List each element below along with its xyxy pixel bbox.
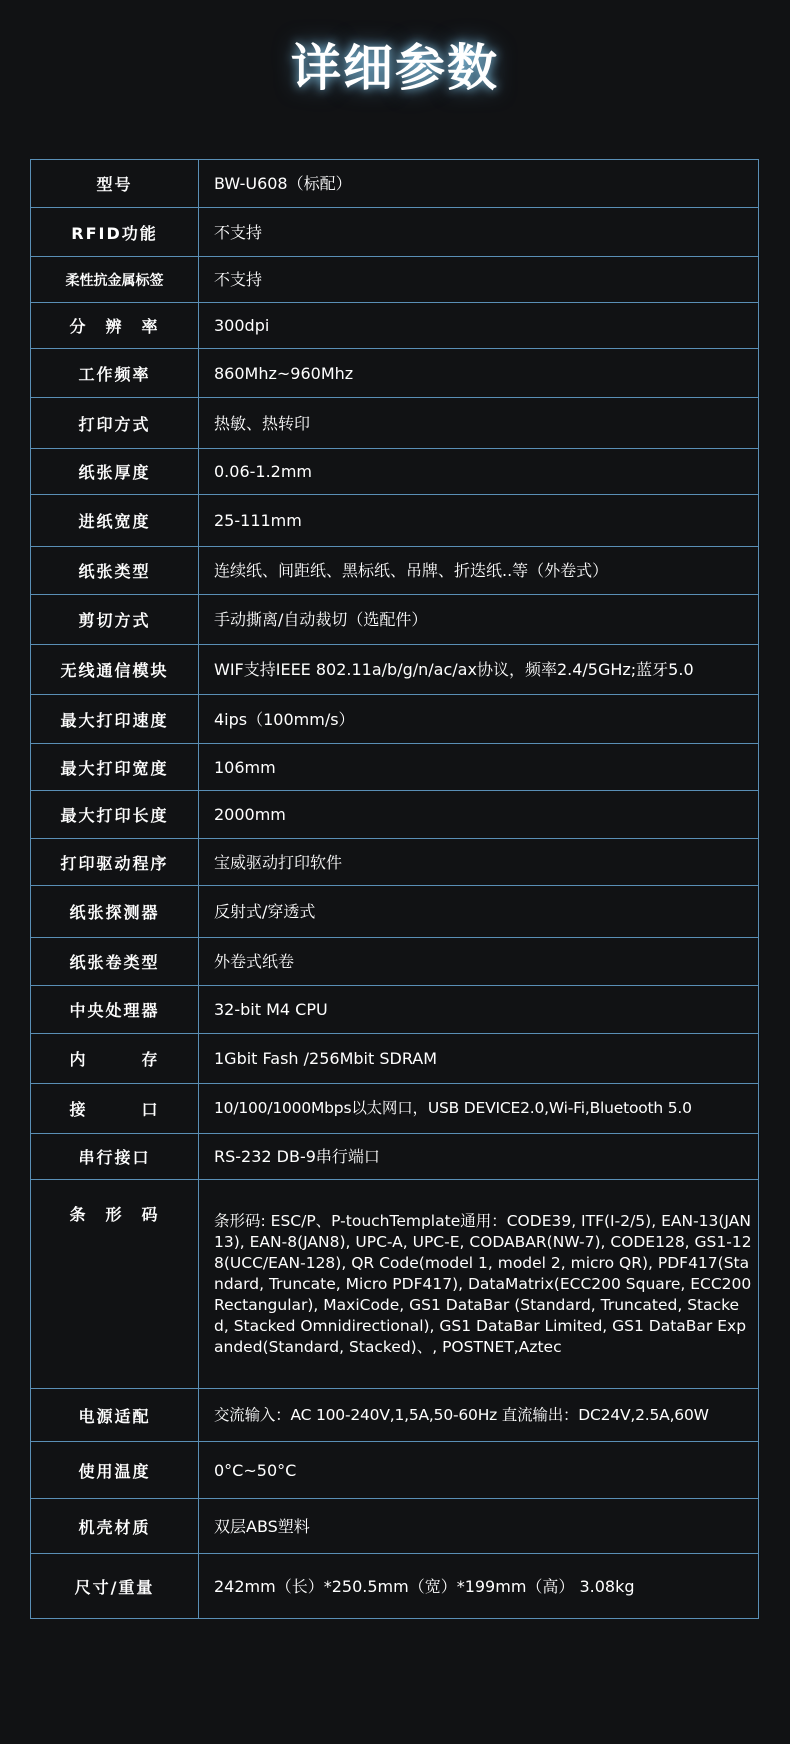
spec-value: 不支持 [199,257,759,303]
spec-label: 机壳材质 [31,1499,199,1554]
spec-label: 条 形 码 [31,1180,199,1389]
spec-row-frequency [31,349,759,398]
spec-label: 最大打印长度 [31,791,199,839]
spec-label: 打印方式 [31,398,199,449]
spec-label: 柔性抗金属标签 [31,257,199,303]
page-title: 详细参数 [291,39,499,97]
spec-row-barcode [31,1180,759,1389]
spec-value: 860Mhz~960Mhz [199,349,759,398]
spec-value: 热敏、热转印 [199,398,759,449]
spec-row-cutting [31,595,759,645]
spec-value: 106mm [199,744,759,791]
spec-label: 使用温度 [31,1442,199,1499]
spec-label: 纸张厚度 [31,449,199,495]
spec-value: 0°C~50°C [199,1442,759,1499]
spec-label: 型号 [31,160,199,208]
spec-value: 条形码: ESC/P、P-touchTemplate通用：CODE39, ITF(I-2/5), EAN-13(JAN13), EAN-8(JAN8), UPC-A, UPC-E, CODABAR(NW-7), CODE128, GS1-128(UCC/EAN-128), QR Code(model 1, model 2, micro QR), PDF417(Standard, Truncate, Micro PDF417), DataMatrix(ECC200 Square, ECC200 Rectangular), MaxiCode, GS1 DataBar (Standard, Truncated, Stacked, Stacked Omnidirectional), GS1 DataBar Limited, GS1 DataBar Expanded(Standard, Stacked)、, POSTNET,Aztec [199,1180,759,1389]
spec-row-feed-width [31,495,759,547]
spec-label: 打印驱动程序 [31,839,199,886]
spec-label: 剪切方式 [31,595,199,645]
spec-row-max-speed [31,695,759,744]
spec-value: 不支持 [199,208,759,257]
spec-value: 外卷式纸卷 [199,938,759,986]
spec-row-paper-type [31,547,759,595]
spec-row-memory [31,1034,759,1084]
spec-value: 0.06-1.2mm [199,449,759,495]
spec-row-size-weight [31,1554,759,1619]
spec-value: 2000mm [199,791,759,839]
spec-value: 双层ABS塑料 [199,1499,759,1554]
spec-value: 宝威驱动打印软件 [199,839,759,886]
spec-value: 交流输入：AC 100-240V,1,5A,50-60Hz 直流输出：DC24V,2.5A,60W [199,1389,759,1442]
spec-row-housing [31,1499,759,1554]
spec-value: 1Gbit Fash /256Mbit SDRAM [199,1034,759,1084]
spec-value: RS-232 DB-9串行端口 [199,1134,759,1180]
spec-value: 32-bit M4 CPU [199,986,759,1034]
spec-label: RFID功能 [31,208,199,257]
spec-label: 接 口 [31,1084,199,1134]
spec-value: 300dpi [199,303,759,349]
spec-label: 纸张类型 [31,547,199,595]
spec-row-power [31,1389,759,1442]
spec-row-rfid [31,208,759,257]
spec-label: 分 辨 率 [31,303,199,349]
spec-value: WIF支持IEEE 802.11a/b/g/n/ac/ax协议，频率2.4/5GHz;蓝牙5.0 [199,645,759,695]
spec-row-serial [31,1134,759,1180]
spec-row-model [31,160,759,208]
spec-label: 工作频率 [31,349,199,398]
spec-row-paper-sensor [31,886,759,938]
spec-value: BW-U608（标配） [199,160,759,208]
spec-value: 手动撕离/自动裁切（选配件） [199,595,759,645]
spec-row-cpu [31,986,759,1034]
spec-row-interface [31,1084,759,1134]
spec-row-resolution [31,303,759,349]
spec-value: 25-111mm [199,495,759,547]
spec-row-max-width [31,744,759,791]
spec-row-print-method [31,398,759,449]
spec-value: 连续纸、间距纸、黑标纸、吊牌、折迭纸..等（外卷式） [199,547,759,595]
spec-value: 242mm（长）*250.5mm（宽）*199mm（高） 3.08kg [199,1554,759,1619]
spec-label: 最大打印速度 [31,695,199,744]
spec-label: 电源适配 [31,1389,199,1442]
spec-label: 进纸宽度 [31,495,199,547]
spec-row-anti-metal-tag [31,257,759,303]
spec-row-driver [31,839,759,886]
spec-value: 反射式/穿透式 [199,886,759,938]
spec-label: 串行接口 [31,1134,199,1180]
spec-row-max-length [31,791,759,839]
spec-row-temperature [31,1442,759,1499]
spec-label: 最大打印宽度 [31,744,199,791]
spec-value: 10/100/1000Mbps以太网口，USB DEVICE2.0,Wi-Fi,Bluetooth 5.0 [199,1084,759,1134]
spec-row-paper-thickness [31,449,759,495]
spec-label: 中央处理器 [31,986,199,1034]
spec-label: 无线通信模块 [31,645,199,695]
spec-row-wireless [31,645,759,695]
spec-label: 尺寸/重量 [31,1554,199,1619]
spec-label: 纸张卷类型 [31,938,199,986]
spec-value: 4ips（100mm/s） [199,695,759,744]
spec-table [30,159,759,1619]
spec-row-roll-type [31,938,759,986]
spec-label: 内 存 [31,1034,199,1084]
spec-label: 纸张探测器 [31,886,199,938]
